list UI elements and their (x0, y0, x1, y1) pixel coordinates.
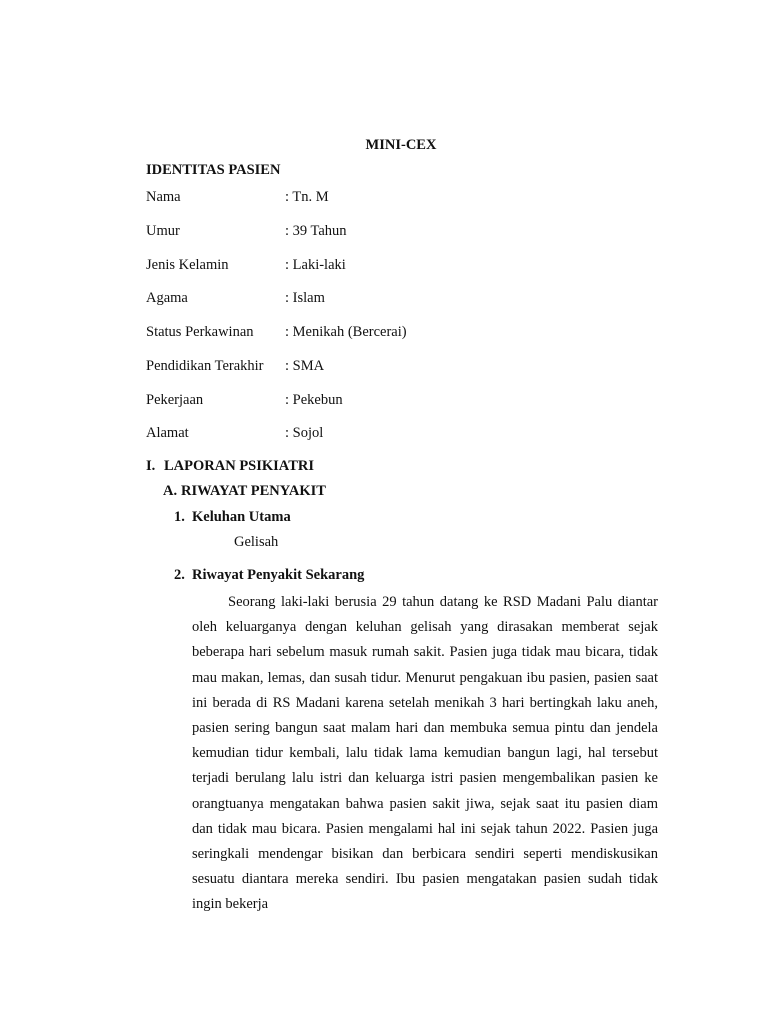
identity-value: : Pekebun (285, 392, 343, 408)
identity-value: : Islam (285, 290, 325, 306)
report-number: I. (146, 458, 156, 474)
keluhan-utama-heading (174, 509, 291, 526)
item-number: 2. (174, 567, 185, 583)
page-title: MINI-CEX (365, 137, 437, 153)
identity-value: : Menikah (Bercerai) (285, 324, 407, 340)
identity-label: Agama (146, 290, 188, 306)
identity-label: Nama (146, 189, 181, 205)
identity-row-agama (146, 290, 666, 310)
identity-label: Pekerjaan (146, 392, 204, 408)
identity-value: : SMA (285, 358, 325, 374)
section-a-title: RIWAYAT PENYAKIT (181, 483, 326, 499)
identity-heading: IDENTITAS PASIEN (146, 162, 281, 178)
identity-value: : Laki-laki (285, 257, 346, 273)
item-number: 1. (174, 509, 185, 525)
identity-value: : 39 Tahun (285, 223, 347, 239)
identity-row-nama (146, 189, 666, 209)
riwayat-penyakit-paragraph: Seorang laki-laki berusia 29 tahun datang ke RSD Madani Palu diantar oleh keluarganya dengan keluhan gelisah yang dirasakan memberat sejak beberapa hari sebelum masuk rumah sakit. Pasien juga tidak mau bicara, tidak mau makan, lemas, dan susah tidur. Menurut pengakuan ibu pasien, pasien saat ini berada di RS Madani karena setelah menikah 3 hari bertingkah laku aneh, pasien sering bangun saat malam hari dan membuka semua pintu dan jendela kemudian tidur kembali, lalu tidak lama kemudian bangun lagi, hal tersebut terjadi berulang lalu istri dan keluarga istri pasien mengembalikan pasien ke orangtuanya mengatakan bahwa pasien sakit jiwa, sejak saat itu pasien diam dan tidak mau bicara. Pasien mengalami hal ini sejak tahun 2022. Pasien juga seringkali mendengar bisikan dan berbicara sendiri seperti mendiskusikan sesuatu diantara mereka sendiri. Ibu pasien mengatakan pasien sudah tidak ingin bekerja (192, 594, 658, 913)
report-heading (146, 458, 314, 475)
section-a-letter: A. (163, 483, 178, 499)
identity-row-umur (146, 223, 666, 243)
identity-label: Jenis Kelamin (146, 257, 229, 273)
report-title: LAPORAN PSIKIATRI (164, 458, 314, 474)
identity-label: Status Perkawinan (146, 324, 254, 340)
item-title: Keluhan Utama (192, 509, 291, 525)
identity-label: Alamat (146, 425, 189, 441)
identity-row-pendidikan (146, 358, 666, 378)
riwayat-penyakit-heading (174, 567, 364, 584)
item-title: Riwayat Penyakit Sekarang (192, 567, 365, 583)
identity-row-alamat (146, 425, 666, 445)
identity-label: Umur (146, 223, 180, 239)
identity-row-status-perkawinan (146, 324, 666, 344)
section-a-heading (163, 483, 326, 500)
identity-label: Pendidikan Terakhir (146, 358, 264, 374)
identity-value: : Tn. M (285, 189, 329, 205)
identity-row-pekerjaan (146, 392, 666, 412)
identity-value: : Sojol (285, 425, 324, 441)
keluhan-utama-text: Gelisah (234, 534, 279, 550)
identity-row-jenis-kelamin (146, 257, 666, 277)
